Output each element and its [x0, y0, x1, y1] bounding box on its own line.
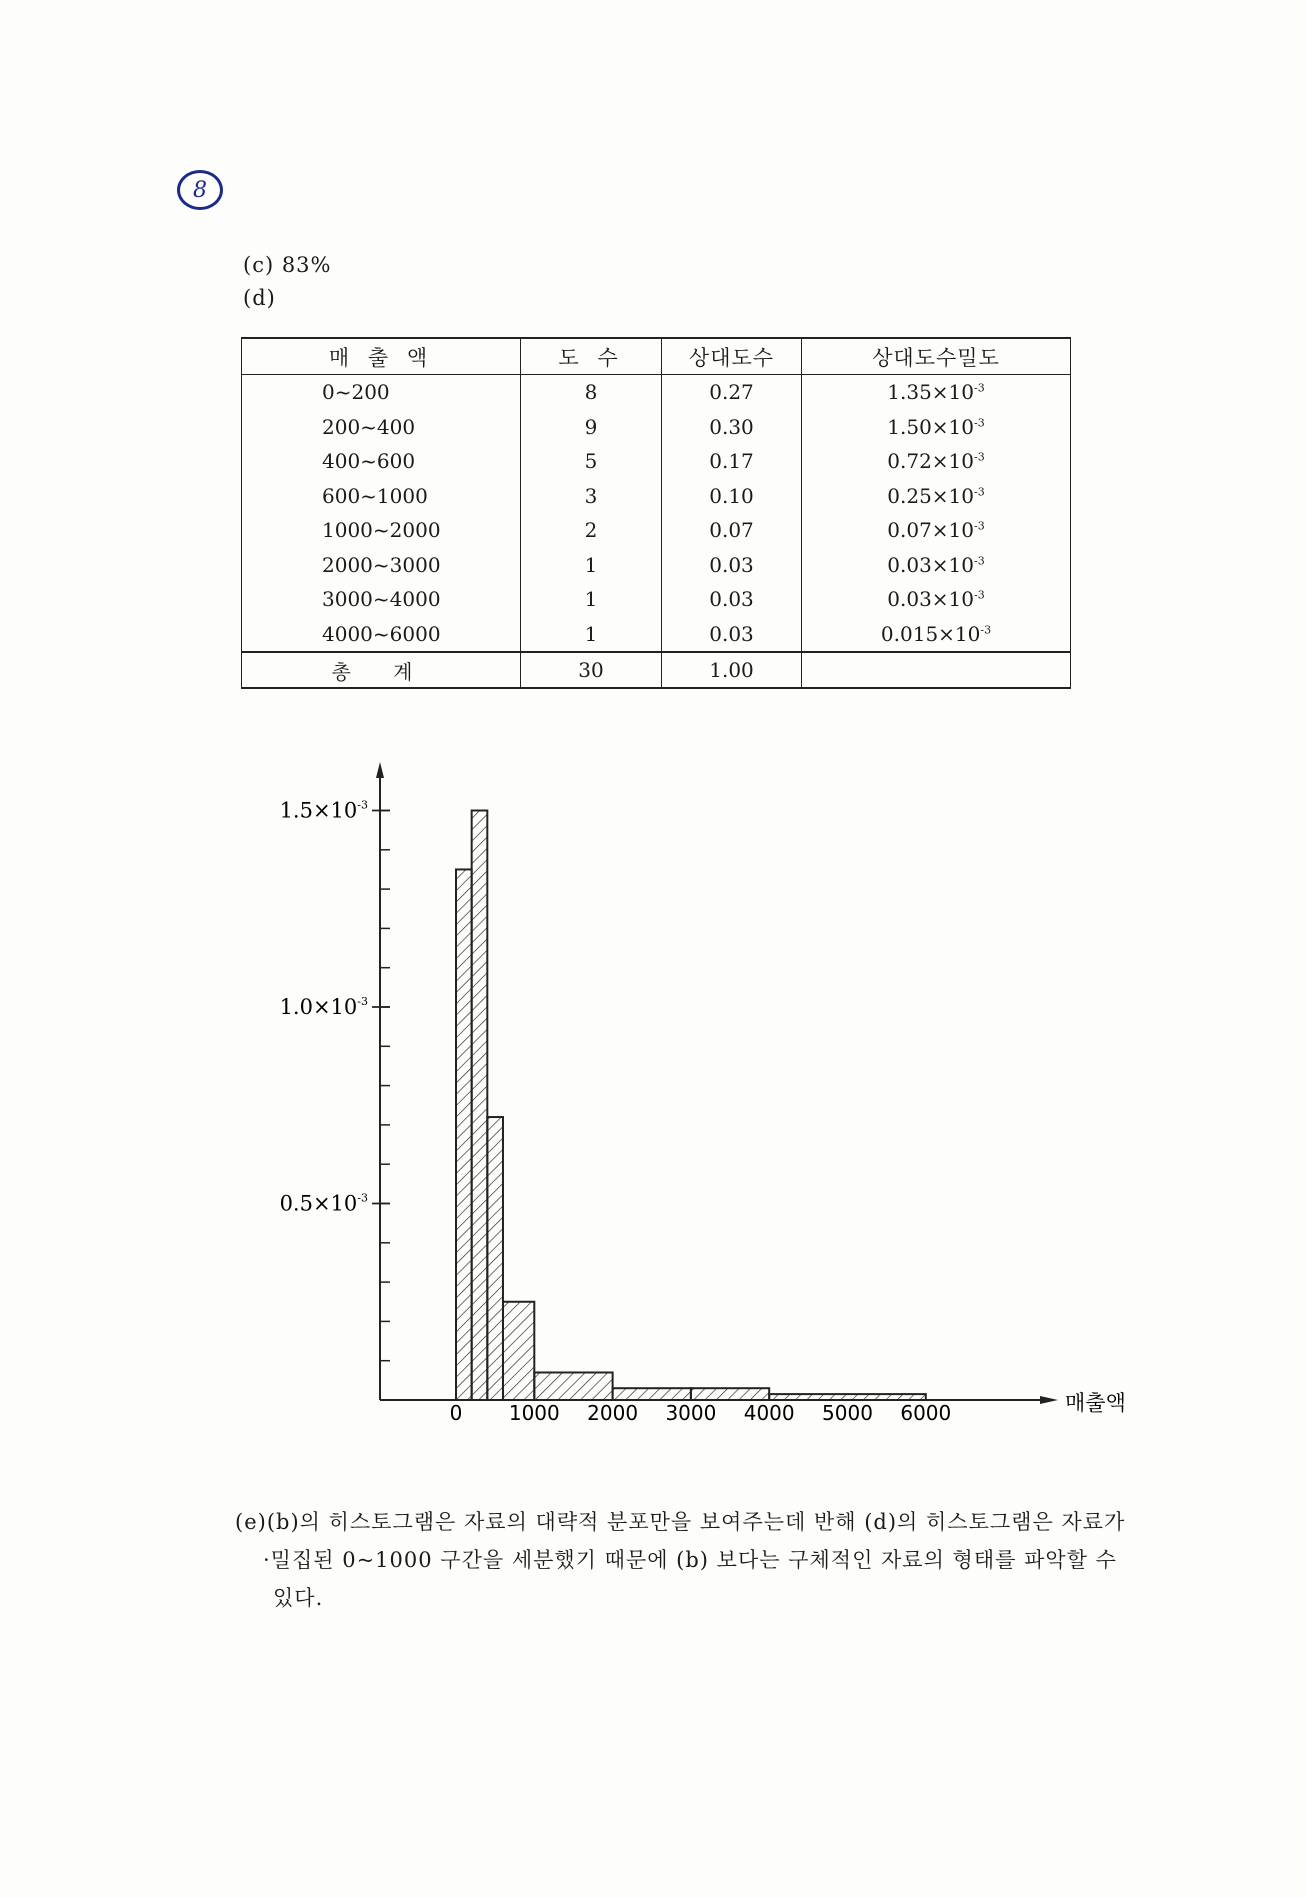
x-tick-label: 4000 [743, 1401, 795, 1425]
header-frequency: 도 수 [521, 338, 662, 375]
cell-range: 2000~3000 [322, 552, 441, 577]
cell-frequency: 1 [521, 617, 662, 653]
y-tick-labels [280, 799, 390, 1216]
cell-range: 600~1000 [322, 483, 428, 508]
part-e-line-2: ·밀집된 0~1000 구간을 세분했기 때문에 (b) 보다는 구체적인 자료의 형태를 파악할 수 [263, 1548, 1117, 1572]
total-relative: 1.00 [662, 652, 802, 688]
cell-range: 4000~6000 [322, 621, 441, 646]
histogram-bars [456, 811, 926, 1401]
x-tick-labels [450, 1401, 952, 1425]
density-exponent: -3 [974, 416, 985, 430]
y-tick-exponent: -3 [357, 995, 368, 1008]
cell-frequency: 3 [521, 479, 662, 514]
cell-frequency: 1 [521, 582, 662, 617]
cell-range: 1000~2000 [322, 518, 441, 543]
y-axis-arrow [376, 762, 384, 778]
part-e-line-1: (e)(b)의 히스토그램은 자료의 대략적 분포만을 보여주는데 반해 (d)의 히스토그램은 자료가 [235, 1510, 1126, 1534]
histogram-bar [503, 1302, 534, 1400]
header-relative-density: 상대도수밀도 [802, 338, 1071, 375]
histogram-bar [472, 811, 488, 1401]
problem-number-text: 8 [193, 177, 207, 203]
cell-relative-frequency: 0.07 [662, 513, 802, 548]
total-frequency: 30 [521, 652, 662, 688]
cell-relative-frequency: 0.10 [662, 479, 802, 514]
x-tick-label: 3000 [665, 1401, 717, 1425]
histogram-bar [691, 1388, 769, 1400]
density-exponent: -3 [974, 485, 985, 499]
cell-range: 3000~4000 [322, 587, 441, 612]
histogram-bar [487, 1117, 503, 1400]
y-tick-exponent: -3 [357, 798, 368, 812]
y-tick-mantissa: 1.0×10 [279, 995, 358, 1019]
cell-relative-frequency: 0.27 [662, 375, 802, 410]
y-tick-label [280, 1192, 368, 1216]
cell-range: 0~200 [322, 380, 390, 405]
x-tick-label: 2000 [587, 1401, 639, 1425]
density-mantissa: 0.72×10 [887, 449, 975, 474]
y-tick-mantissa: 1.5×10 [279, 798, 358, 823]
density-mantissa: 0.03×10 [887, 587, 975, 612]
part-d-label: (d) [243, 286, 276, 310]
x-axis-arrow [1040, 1396, 1058, 1404]
y-tick-exponent: -3 [357, 1191, 368, 1205]
density-mantissa: 1.35×10 [887, 380, 975, 405]
cell-relative-frequency: 0.30 [662, 410, 802, 445]
x-tick-label: 0 [449, 1401, 463, 1425]
density-exponent: -3 [974, 554, 985, 568]
cell-relative-frequency: 0.03 [662, 548, 802, 583]
y-tick-mantissa: 0.5×10 [279, 1191, 358, 1216]
cell-frequency: 8 [521, 375, 662, 410]
y-minor-ticks [380, 811, 390, 1361]
header-sales: 매 출 액 [242, 338, 521, 375]
density-exponent: -3 [974, 381, 985, 395]
density-mantissa: 0.07×10 [887, 518, 975, 543]
density-exponent: -3 [974, 450, 985, 464]
cell-relative-frequency: 0.03 [662, 617, 802, 653]
part-e-line-3: 있다. [273, 1586, 324, 1610]
cell-range: 400~600 [322, 449, 416, 474]
density-exponent: -3 [980, 623, 992, 637]
cell-relative-frequency: 0.17 [662, 444, 802, 479]
x-tick-label: 6000 [900, 1401, 952, 1425]
cell-range: 200~400 [322, 414, 416, 439]
density-mantissa: 0.015×10 [880, 621, 981, 646]
x-tick-label: 1000 [508, 1401, 560, 1425]
cell-frequency: 9 [521, 410, 662, 445]
histogram-bar [613, 1388, 691, 1400]
total-label: 총 계 [242, 652, 521, 688]
cell-frequency: 5 [521, 444, 662, 479]
x-tick-label: 5000 [822, 1401, 873, 1425]
header-relative-frequency: 상대도수 [662, 338, 802, 375]
density-mantissa: 1.50×10 [887, 414, 975, 439]
cell-frequency: 2 [521, 513, 662, 548]
y-tick-label [280, 799, 368, 823]
part-c-answer: (c) 83% [243, 253, 332, 277]
density-mantissa: 0.03×10 [887, 552, 975, 577]
y-tick-label [280, 995, 368, 1019]
histogram-bar [456, 869, 472, 1400]
density-mantissa: 0.25×10 [887, 483, 975, 508]
histogram-bar [534, 1372, 612, 1400]
density-exponent: -3 [974, 588, 985, 602]
cell-relative-frequency: 0.03 [662, 582, 802, 617]
x-axis-label: 매출액 [1065, 1391, 1126, 1415]
part-e-paragraph [235, 1503, 1225, 1617]
density-exponent: -3 [974, 519, 985, 533]
cell-frequency: 1 [521, 548, 662, 583]
